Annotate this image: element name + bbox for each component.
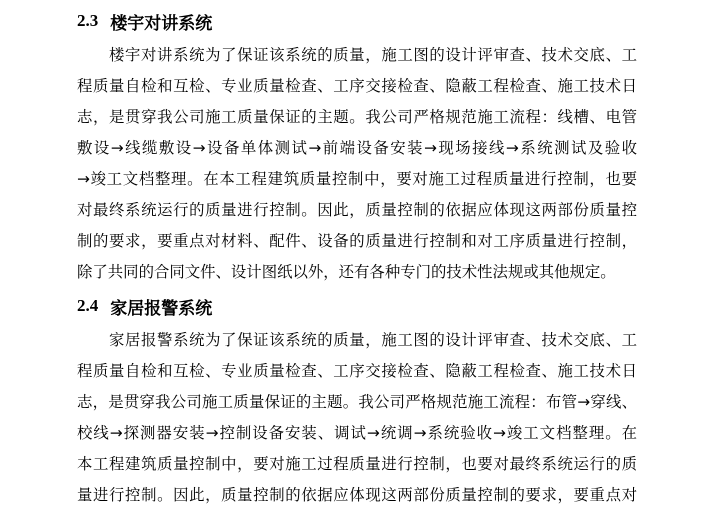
paragraph-line: 志，是贯穿我公司施工质量保证的主题。我公司严格规范施工流程：线槽、电管 xyxy=(77,108,637,126)
paragraph-line: 制的要求，要重点对材料、配件、设备的质量进行控制和对工序质量进行控制， xyxy=(77,232,637,250)
paragraph-line: 本工程建筑质量控制中，要对施工过程质量进行控制，也要对最终系统运行的质 xyxy=(77,455,637,473)
paragraph-line: 校线→探测器安装→控制设备安装、调试→统调→系统验收→竣工文档整理。在 xyxy=(77,424,637,442)
paragraph-line: 除了共同的合同文件、设计图纸以外，还有各种专门的技术性法规或其他规定。 xyxy=(77,263,616,281)
paragraph-line: →竣工文档整理。在本工程建筑质量控制中，要对施工过程质量进行控制，也要 xyxy=(77,170,637,188)
paragraph-line: 志，是贯穿我公司施工质量保证的主题。我公司严格规范施工流程：布管→穿线、 xyxy=(77,393,637,411)
section-number: 2.3 xyxy=(77,11,99,30)
section-heading-2-3 xyxy=(77,6,212,36)
section-heading-2-4 xyxy=(77,291,212,321)
paragraph-line: 敷设→线缆敷设→设备单体测试→前端设备安装→现场接线→系统测试及验收 xyxy=(77,139,637,157)
section-title: 家居报警系统 xyxy=(110,298,213,319)
paragraph-line: 家居报警系统为了保证该系统的质量，施工图的设计评审查、技术交底、工 xyxy=(109,331,637,349)
paragraph-line: 对最终系统运行的质量进行控制。因此，质量控制的依据应体现这两部份质量控 xyxy=(77,201,637,219)
paragraph-line: 楼宇对讲系统为了保证该系统的质量，施工图的设计评审查、技术交底、工 xyxy=(109,46,637,64)
paragraph-line: 程质量自检和互检、专业质量检查、工序交接检查、隐蔽工程检查、施工技术日 xyxy=(77,77,637,95)
section-title: 楼宇对讲系统 xyxy=(110,13,213,34)
paragraph-line: 程质量自检和互检、专业质量检查、工序交接检查、隐蔽工程检查、施工技术日 xyxy=(77,362,637,380)
paragraph-line: 量进行控制。因此，质量控制的依据应体现这两部份质量控制的要求，要重点对 xyxy=(77,486,637,504)
section-number: 2.4 xyxy=(77,296,99,315)
